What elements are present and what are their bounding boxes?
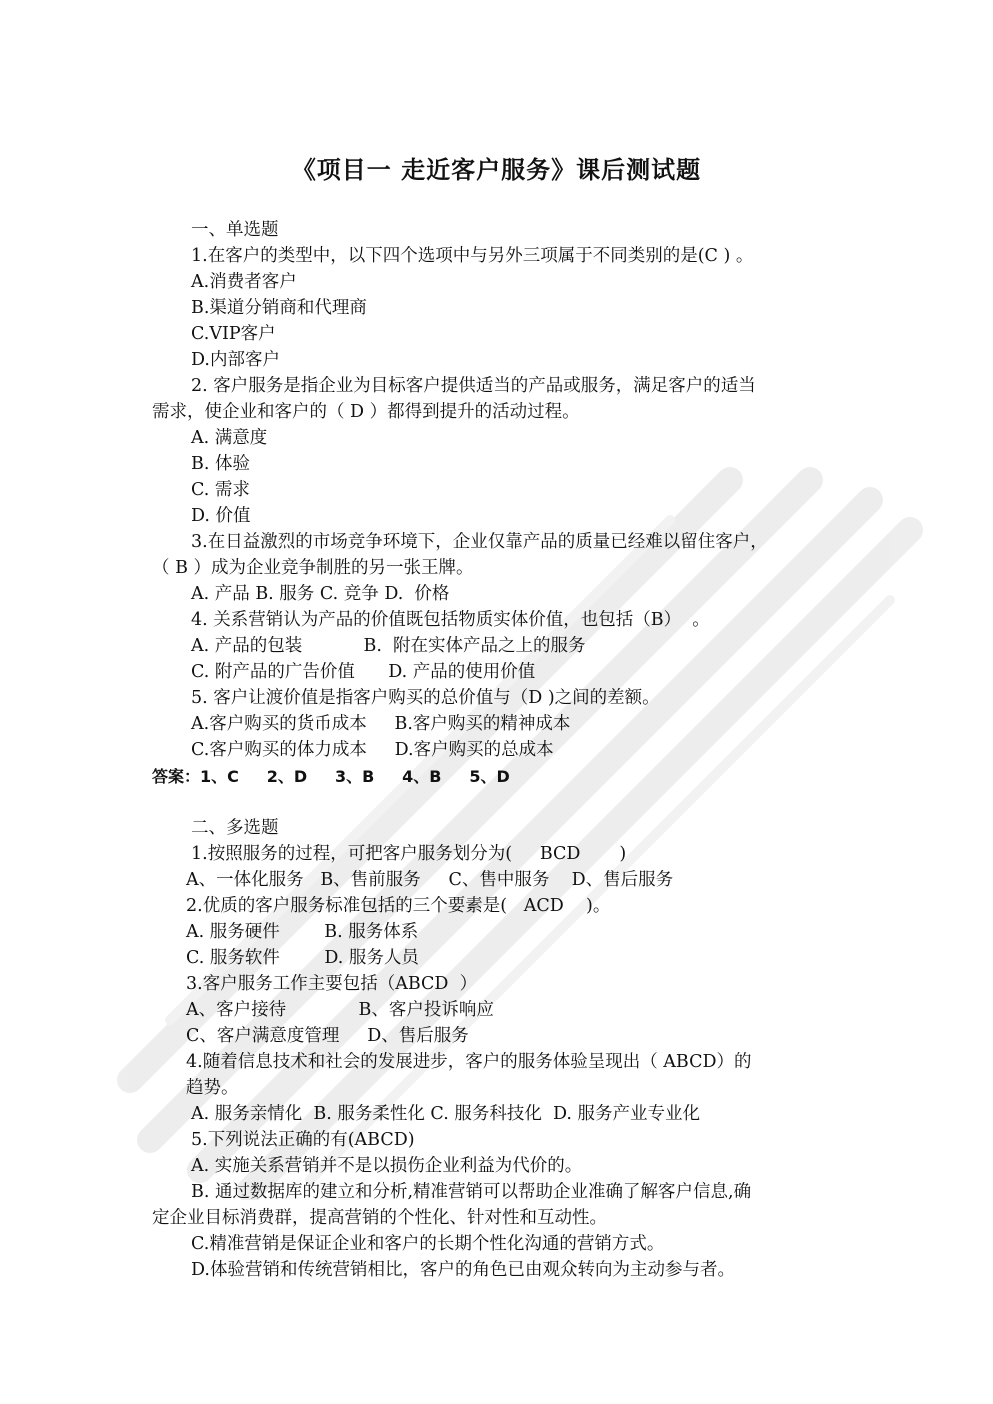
s2-q5-statement-b-line1: B. 通过数据库的建立和分析,精准营销可以帮助企业准确了解客户信息,确 [191,1182,752,1202]
s1-q3-stem-line2: （ B ）成为企业竞争制胜的另一张王牌。 [152,558,474,578]
s1-q5-options-cd: C.客户购买的体力成本 D.客户购买的总成本 [191,740,554,760]
s2-q2-stem: 2.优质的客户服务标准包括的三个要素是( ACD )。 [186,896,611,916]
s1-q1-option-b: B.渠道分销商和代理商 [191,298,367,318]
s1-q1-option-a: A.消费者客户 [191,272,297,292]
s2-q2-options-ab: A. 服务硬件 B. 服务体系 [186,922,419,942]
s2-q5-stem: 5.下列说法正确的有(ABCD) [191,1130,415,1150]
s1-q4-stem: 4. 关系营销认为产品的价值既包括物质实体价值，也包括（B） 。 [191,610,710,630]
s2-q5-statement-c: C.精准营销是保证企业和客户的长期个性化沟通的营销方式。 [191,1234,665,1254]
section-heading-multiple-choice: 二、多选题 [191,818,279,838]
s2-q3-stem: 3.客户服务工作主要包括（ABCD ） [186,974,478,994]
s1-q1-stem: 1.在客户的类型中，以下四个选项中与另外三项属于不同类别的是(C ) 。 [191,246,754,266]
s1-q2-option-c: C. 需求 [191,480,250,500]
s2-q2-options-cd: C. 服务软件 D. 服务人员 [186,948,419,968]
s2-q1-options: A、一体化服务 B、售前服务 C、售中服务 D、售后服务 [186,870,674,890]
s1-q4-options-cd: C. 附产品的广告价值 D. 产品的使用价值 [191,662,536,682]
s2-q3-options-cd: C、客户满意度管理 D、售后服务 [186,1026,469,1046]
s1-q2-option-a: A. 满意度 [191,428,268,448]
s1-q2-stem-line1: 2. 客户服务是指企业为目标客户提供适当的产品或服务，满足客户的适当 [191,376,756,396]
s2-q4-stem-line1: 4.随着信息技术和社会的发展进步，客户的服务体验呈现出（ ABCD）的 [186,1052,752,1072]
s2-q1-stem: 1.按照服务的过程，可把客户服务划分为( BCD ) [191,844,627,864]
s2-q5-statement-b-line2: 定企业目标消费群，提高营销的个性化、针对性和互动性。 [152,1208,607,1228]
s1-answer-key: 答案：1、C 2、D 3、B 4、B 5、D [152,767,510,786]
s1-q4-options-ab: A. 产品的包装 B. 附在实体产品之上的服务 [191,636,586,656]
s1-q2-option-b: B. 体验 [191,454,250,474]
s1-q1-option-c: C.VIP客户 [191,324,276,344]
s1-q5-options-ab: A.客户购买的货币成本 B.客户购买的精神成本 [191,714,571,734]
s2-q3-options-ab: A、客户接待 B、客户投诉响应 [186,1000,494,1020]
section-heading-single-choice: 一、单选题 [191,220,279,240]
page-title: 《项目一 走近客户服务》课后测试题 [291,156,702,184]
s1-q3-options: A. 产品 B. 服务 C. 竞争 D. 价格 [191,584,450,604]
s1-q3-stem-line1: 3.在日益激烈的市场竞争环境下，企业仅靠产品的质量已经难以留住客户， [191,532,768,552]
s1-q5-stem: 5. 客户让渡价值是指客户购买的总价值与（D )之间的差额。 [191,688,660,708]
s2-q5-statement-a: A. 实施关系营销并不是以损伤企业利益为代价的。 [191,1156,583,1176]
s2-q4-options: A. 服务亲情化 B. 服务柔性化 C. 服务科技化 D. 服务产业专业化 [191,1104,700,1124]
s1-q1-option-d: D.内部客户 [191,350,280,370]
s1-q2-option-d: D. 价值 [191,506,251,526]
s2-q4-stem-line2: 趋势。 [186,1078,239,1098]
s2-q5-statement-d: D.体验营销和传统营销相比，客户的角色已由观众转向为主动参与者。 [191,1260,735,1280]
s1-q2-stem-line2: 需求，使企业和客户的（ D ）都得到提升的活动过程。 [152,402,580,422]
